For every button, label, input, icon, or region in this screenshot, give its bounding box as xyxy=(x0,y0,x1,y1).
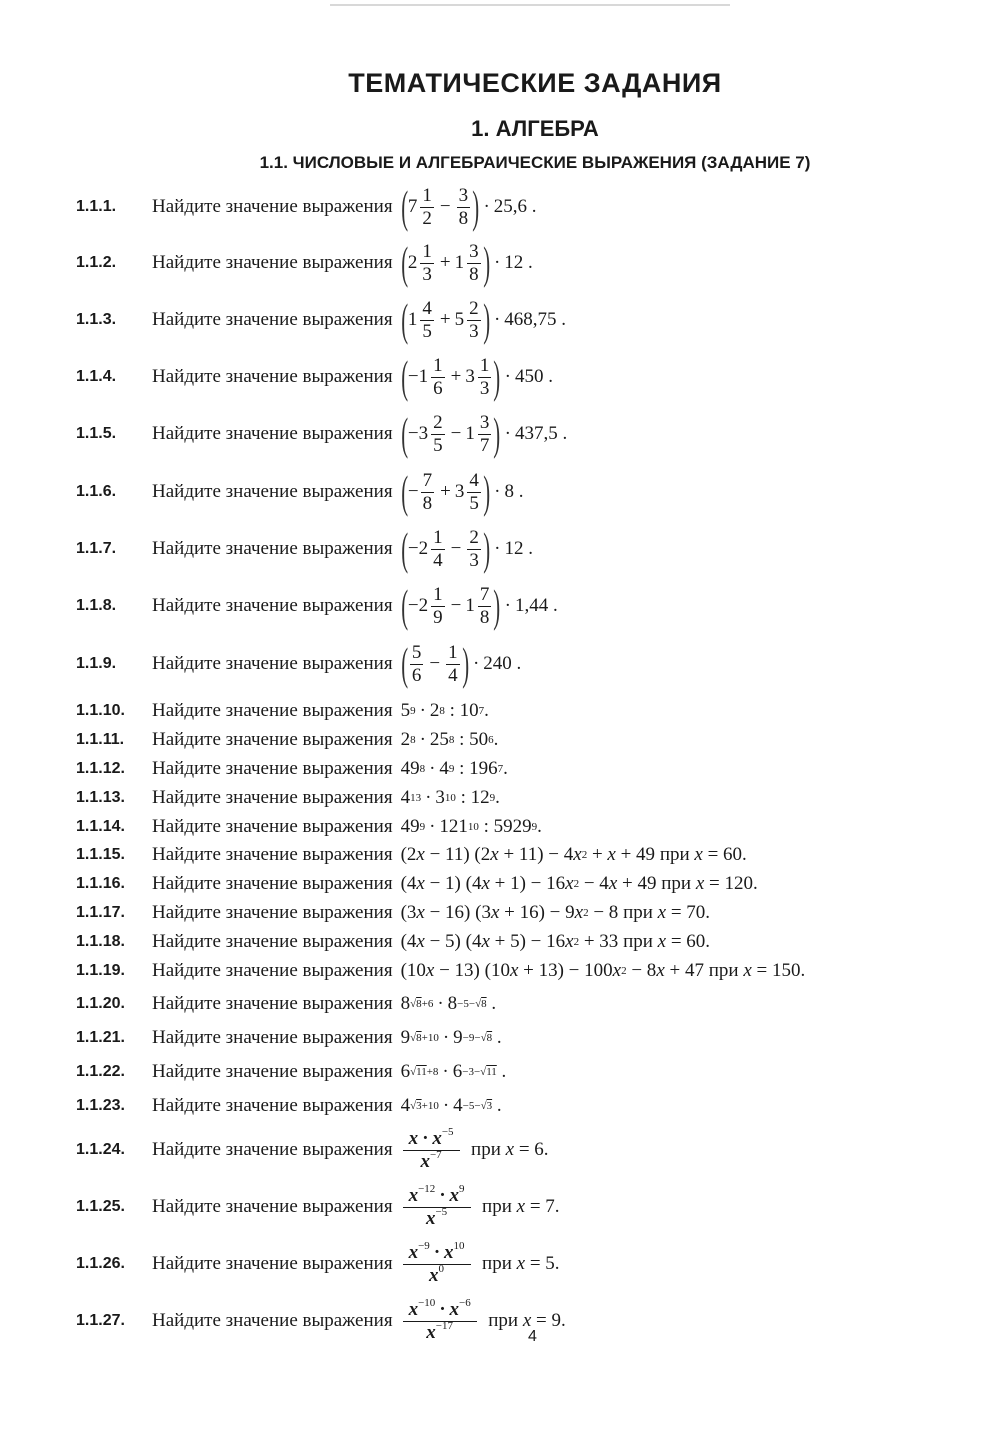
problem-row xyxy=(0,1058,1000,1086)
problem-row xyxy=(0,901,1000,925)
problem-number: 1.1.27. xyxy=(76,1312,125,1329)
problem-body: Найдите значение выражения ( −1 $\frac{1}{6}$ + 3 $\frac{1}{3}$ ) · 450 . xyxy=(152,351,553,402)
problem-number: 1.1.17. xyxy=(76,904,125,921)
problem-row xyxy=(0,815,1000,839)
problem-body: Найдите значение выражения ( −2 $\frac{1}{9}$ − 1 $\frac{7}{8}$ ) · 1,44 . xyxy=(152,580,558,631)
problem-number: 1.1.10. xyxy=(76,702,125,719)
problem-row xyxy=(0,294,1000,345)
problem-row xyxy=(0,1024,1000,1052)
problem-number: 1.1.24. xyxy=(76,1141,125,1158)
problem-body: Найдите значение выражения $\frac{x^{-9} \cdot x^{10}}{x^0}$ при x = 5. xyxy=(152,1239,560,1286)
problem-number: 1.1.22. xyxy=(76,1063,125,1080)
problem-body: Найдите значение выражения ( − $\frac{7}{8}$ + 3 $\frac{4}{5}$ ) · 8 . xyxy=(152,466,524,517)
problem-body: Найдите значение выражения ( 1 $\frac{4}{5}$ + 5 $\frac{2}{3}$ ) · 468,75 . xyxy=(152,294,567,345)
problem-body: Найдите значение выражения (2 x − 11) (2 x + 11) − 4 x 2 + x + 49 при x = 60. xyxy=(152,844,747,865)
problem-body: Найдите значение выражения ( 2 $\frac{1}{3}$ + 1 $\frac{3}{8}$ ) · 12 . xyxy=(152,237,533,288)
problem-number: 1.1.8. xyxy=(76,597,117,614)
problem-row xyxy=(0,728,1000,752)
problem-number: 1.1.4. xyxy=(76,368,117,385)
problem-row xyxy=(0,699,1000,723)
problem-number: 1.1.2. xyxy=(76,254,117,271)
problem-number: 1.1.20. xyxy=(76,995,125,1012)
problem-body: Найдите значение выражения (4 x − 5) (4 x + 5) − 16 x 2 + 33 при x = 60. xyxy=(152,931,711,952)
problem-body: Найдите значение выражения 2 8 · 25 8 : 50 6 . xyxy=(152,729,499,750)
problem-number: 1.1.14. xyxy=(76,818,125,835)
problem-body: Найдите значение выражения (10 x − 13) (10 x + 13) − 100 x 2 − 8 x + 47 при x = 150. xyxy=(152,960,806,981)
problem-row xyxy=(0,351,1000,402)
page-title: ТЕМАТИЧЕСКИЕ ЗАДАНИЯ xyxy=(348,68,722,98)
problem-body: Найдите значение выражения $\frac{x \cdot x^{-5}}{x^{-7}}$ при x = 6. xyxy=(152,1125,549,1172)
problem-number: 1.1.6. xyxy=(76,483,117,500)
problem-number: 1.1.18. xyxy=(76,933,125,950)
problem-row xyxy=(0,408,1000,459)
problem-body: Найдите значение выражения ( −3 $\frac{2}{5}$ − 1 $\frac{3}{7}$ ) · 437,5 . xyxy=(152,408,568,459)
section-title: 1. АЛГЕБРА xyxy=(471,116,599,141)
problem-body: Найдите значение выражения 4 √3+10 · 4 −5−√3 . xyxy=(152,1095,502,1116)
problem-body: Найдите значение выражения ( −2 $\frac{1}{4}$ − $\frac{2}{3}$ ) · 12 . xyxy=(152,523,533,574)
problem-row xyxy=(0,181,1000,232)
problem-body: Найдите значение выражения $\frac{x^{-10} \cdot x^{-6}}{x^{-17}}$ при x = 9. xyxy=(152,1296,566,1343)
problem-number: 1.1.19. xyxy=(76,962,125,979)
problem-body: Найдите значение выражения $\frac{x^{-12} \cdot x^9}{x^{-5}}$ при x = 7. xyxy=(152,1182,560,1229)
problem-body: Найдите значение выражения 49 8 · 4 9 : 196 7 . xyxy=(152,758,508,779)
problem-body: Найдите значение выражения 5 9 · 2 8 : 10 7 . xyxy=(152,700,489,721)
problem-row xyxy=(0,1183,1000,1231)
problem-number: 1.1.13. xyxy=(76,789,125,806)
problem-number: 1.1.12. xyxy=(76,760,125,777)
problem-number: 1.1.25. xyxy=(76,1198,125,1215)
problem-row xyxy=(0,1126,1000,1174)
problem-row xyxy=(0,930,1000,954)
problem-number: 1.1.21. xyxy=(76,1029,125,1046)
problem-row xyxy=(0,1297,1000,1345)
problem-number: 1.1.5. xyxy=(76,425,117,442)
problem-row xyxy=(0,872,1000,896)
problem-number: 1.1.11. xyxy=(76,731,125,748)
problem-body: Найдите значение выражения 4 13 · 3 10 : 12 9 . xyxy=(152,787,500,808)
problem-body: Найдите значение выражения 49 9 · 121 10 : 5929 9 . xyxy=(152,816,542,837)
problem-number: 1.1.15. xyxy=(76,846,125,863)
scan-top-mark xyxy=(330,4,730,6)
problem-row xyxy=(0,990,1000,1018)
problem-number: 1.1.26. xyxy=(76,1255,125,1272)
problem-body: Найдите значение выражения 8 √8+6 · 8 −5−√8 . xyxy=(152,993,497,1014)
problem-number: 1.1.1. xyxy=(76,198,117,215)
problem-body: Найдите значение выражения 6 √11+8 · 6 −3−√11 . xyxy=(152,1061,507,1082)
problem-row xyxy=(0,1240,1000,1288)
problem-row xyxy=(0,843,1000,867)
problem-number: 1.1.3. xyxy=(76,311,117,328)
problem-number: 1.1.16. xyxy=(76,875,125,892)
problem-number: 1.1.23. xyxy=(76,1097,125,1114)
problem-row xyxy=(0,786,1000,810)
problem-row xyxy=(0,580,1000,631)
problem-row xyxy=(0,237,1000,288)
page-number: 4 xyxy=(528,1328,537,1345)
problem-number: 1.1.9. xyxy=(76,655,117,672)
problem-row xyxy=(0,1092,1000,1120)
problem-row xyxy=(0,959,1000,983)
problem-number: 1.1.7. xyxy=(76,540,117,557)
subsection-title: 1.1. ЧИСЛОВЫЕ И АЛГЕБРАИЧЕСКИЕ ВЫРАЖЕНИЯ (ЗАДАНИЕ 7) xyxy=(259,153,811,172)
problem-body: Найдите значение выражения ( $\frac{5}{6}$ − $\frac{1}{4}$ ) · 240 . xyxy=(152,638,522,689)
problem-body: Найдите значение выражения (4 x − 1) (4 x + 1) − 16 x 2 − 4 x + 49 при x = 120. xyxy=(152,873,758,894)
problem-row xyxy=(0,638,1000,689)
problem-body: Найдите значение выражения ( 7 $\frac{1}{2}$ − $\frac{3}{8}$ ) · 25,6 . xyxy=(152,181,537,232)
problem-body: Найдите значение выражения 9 √8+10 · 9 −9−√8 . xyxy=(152,1027,502,1048)
problem-body: Найдите значение выражения (3 x − 16) (3 x + 16) − 9 x 2 − 8 при x = 70. xyxy=(152,902,711,923)
problem-row xyxy=(0,466,1000,517)
problem-row xyxy=(0,523,1000,574)
problem-row xyxy=(0,757,1000,781)
